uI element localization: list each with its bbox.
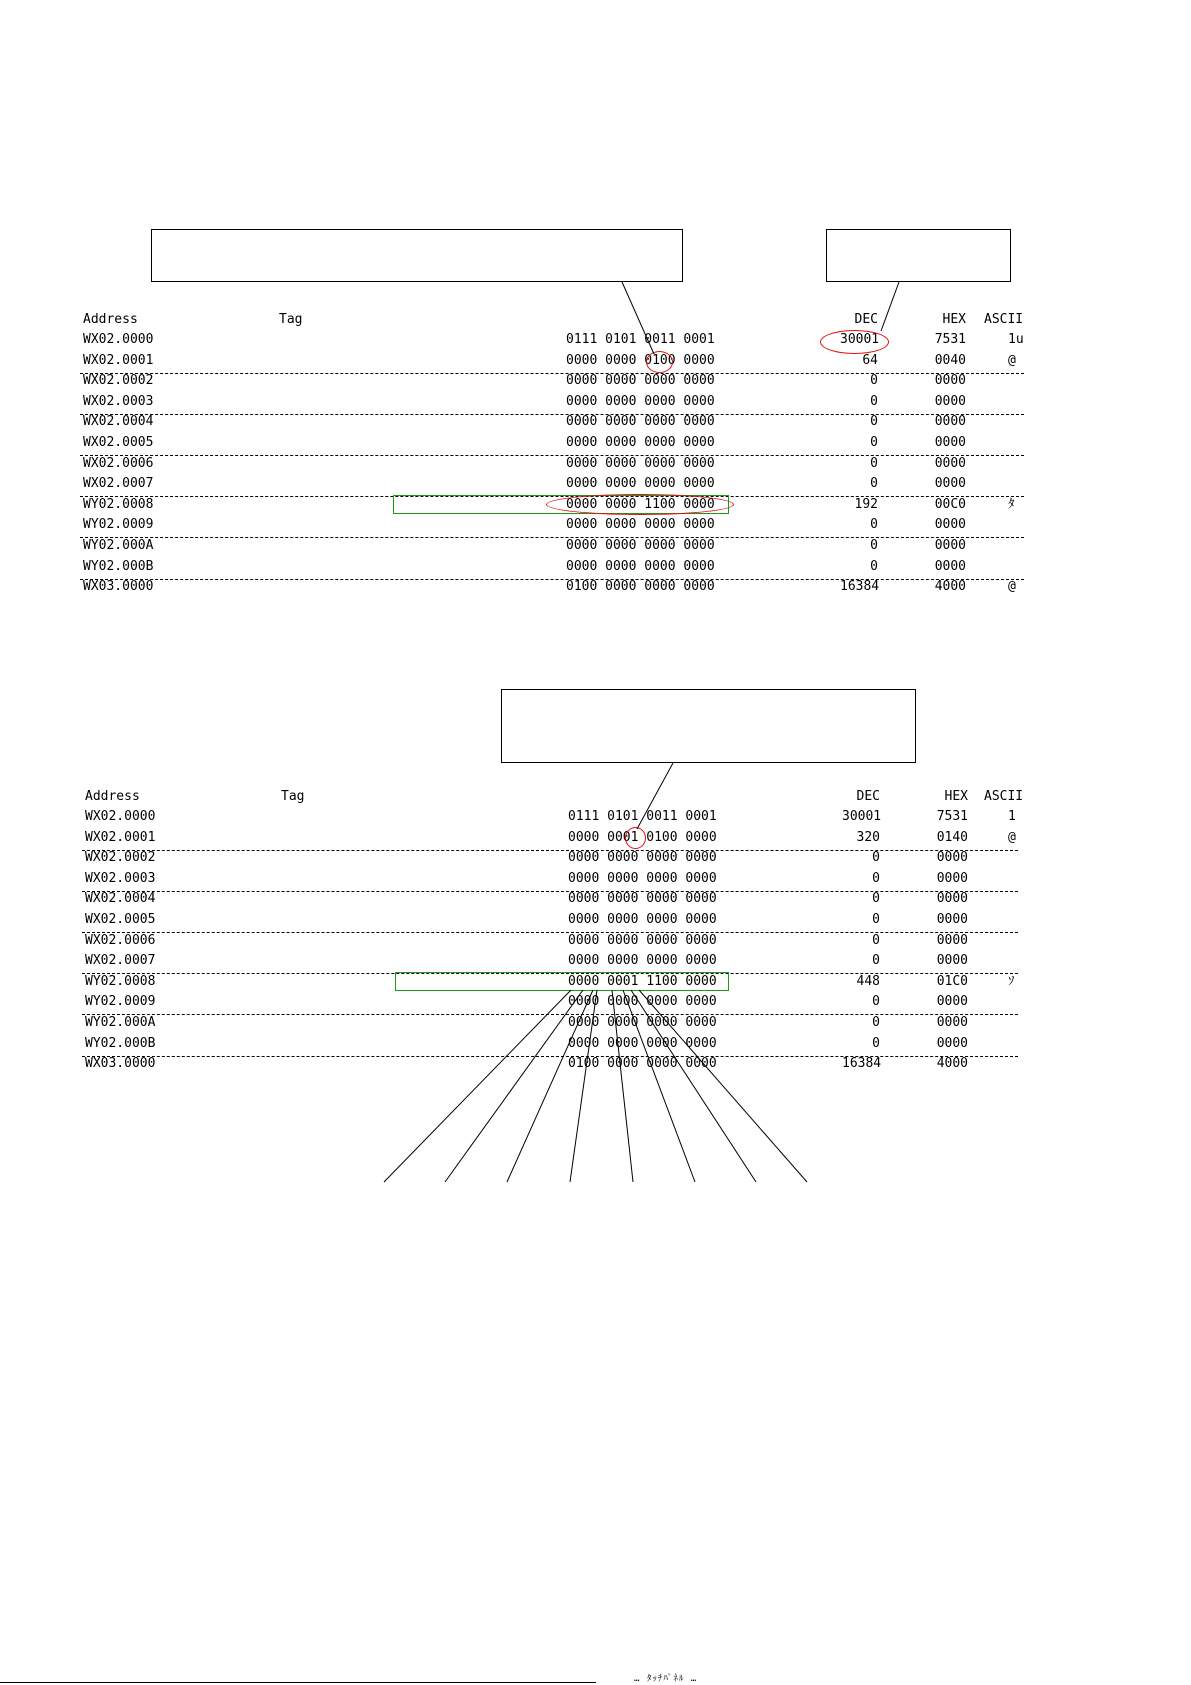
row-dec: 30001 (840, 332, 880, 347)
row-address: WY02.000B (83, 559, 154, 574)
row-dec: 0 (872, 994, 880, 1009)
row-address: WX03.0000 (85, 1056, 156, 1071)
row-address: WY02.000A (85, 1015, 156, 1030)
row-address: WY02.000B (85, 1036, 156, 1051)
header-tag: Tag (281, 789, 305, 804)
row-hex: 0000 (934, 517, 966, 532)
row-address: WX02.0003 (83, 394, 154, 409)
footer-rule (0, 1682, 596, 1683)
row-address: WX02.0001 (85, 830, 156, 845)
header-address: Address (85, 789, 140, 804)
row-dec: 16384 (842, 1056, 882, 1071)
row-dec: 0 (870, 456, 878, 471)
row-hex: 0000 (936, 871, 968, 886)
row-bits: 0111 0101 0011 0001 (566, 332, 715, 347)
row-address: WX02.0005 (85, 912, 156, 927)
row-hex: 0000 (936, 1015, 968, 1030)
row-bits: 0000 0000 0000 0000 (566, 517, 715, 532)
row-hex: 0000 (936, 953, 968, 968)
row-bits: 0000 0000 0000 0000 (568, 1015, 717, 1030)
row-dec: 0 (870, 435, 878, 450)
row-dec: 64 (862, 353, 878, 368)
row-ascii: @ (1008, 579, 1016, 594)
row-address: WY02.0008 (83, 497, 154, 512)
row-dec: 0 (872, 1015, 880, 1030)
footer-snippet: … ﾀｯﾁﾊﾟﾈﾙ … (634, 1674, 698, 1684)
row-dec: 0 (870, 373, 878, 388)
row-dec: 30001 (842, 809, 882, 824)
row-hex: 0000 (934, 373, 966, 388)
row-dec: 0 (870, 517, 878, 532)
row-dec: 448 (856, 974, 880, 989)
row-bits: 0000 0000 0000 0000 (566, 394, 715, 409)
row-address: WX02.0003 (85, 871, 156, 886)
row-bits: 0000 0000 0000 0000 (568, 912, 717, 927)
row-hex: 0000 (936, 933, 968, 948)
row-address: WY02.000A (83, 538, 154, 553)
row-dec: 0 (872, 912, 880, 927)
row-hex: 7531 (934, 332, 966, 347)
row-ascii: 1u (1008, 332, 1024, 347)
row-address: WX02.0002 (85, 850, 156, 865)
row-bits: 0000 0000 0000 0000 (566, 476, 715, 491)
row-address: WX02.0005 (83, 435, 154, 450)
row-bits: 0000 0000 0000 0000 (568, 933, 717, 948)
row-address: WX02.0004 (85, 891, 156, 906)
header-dec: DEC (854, 312, 878, 327)
row-dec: 0 (872, 850, 880, 865)
row-bits: 0000 0000 0000 0000 (566, 559, 715, 574)
row-ascii: @ (1008, 830, 1016, 845)
row-dec: 0 (870, 538, 878, 553)
row-hex: 0000 (934, 456, 966, 471)
row-dec: 0 (870, 414, 878, 429)
row-hex: 0000 (936, 994, 968, 1009)
row-ascii: @ (1008, 353, 1016, 368)
row-hex: 01C0 (936, 974, 968, 989)
row-address: WX02.0006 (83, 456, 154, 471)
row-bits: 0000 0000 0000 0000 (566, 456, 715, 471)
row-hex: 0000 (934, 414, 966, 429)
row-ascii: 1 (1008, 809, 1016, 824)
row-bits: 0000 0000 1100 0000 (566, 497, 715, 512)
row-bits: 0000 0000 0000 0000 (566, 435, 715, 450)
row-hex: 0000 (936, 1036, 968, 1051)
row-bits: 0000 0000 0000 0000 (568, 891, 717, 906)
row-bits: 0000 0000 0000 0000 (566, 373, 715, 388)
row-ascii: ﾀ (1008, 497, 1015, 512)
row-address: WX02.0000 (83, 332, 154, 347)
row-hex: 0000 (934, 394, 966, 409)
row-address: WX02.0001 (83, 353, 154, 368)
row-bits: 0111 0101 0011 0001 (568, 809, 717, 824)
row-address: WX02.0002 (83, 373, 154, 388)
row-dec: 0 (870, 559, 878, 574)
row-address: WX02.0000 (85, 809, 156, 824)
row-hex: 0040 (934, 353, 966, 368)
row-dec: 0 (872, 891, 880, 906)
header-hex: HEX (942, 312, 966, 327)
row-dec: 16384 (840, 579, 880, 594)
row-dec: 0 (872, 871, 880, 886)
row-bits: 0000 0000 0000 0000 (568, 871, 717, 886)
row-hex: 0000 (936, 891, 968, 906)
row-hex: 00C0 (934, 497, 966, 512)
row-bits: 0000 0001 0100 0000 (568, 830, 717, 845)
row-bits: 0000 0000 0100 0000 (566, 353, 715, 368)
row-hex: 0000 (936, 912, 968, 927)
row-bits: 0000 0000 0000 0000 (568, 994, 717, 1009)
row-address: WY02.0009 (83, 517, 154, 532)
row-dec: 0 (872, 933, 880, 948)
row-address: WX03.0000 (83, 579, 154, 594)
row-bits: 0100 0000 0000 0000 (568, 1056, 717, 1071)
header-ascii: ASCII (984, 312, 1024, 327)
row-hex: 0140 (936, 830, 968, 845)
row-bits: 0000 0000 0000 0000 (568, 1036, 717, 1051)
row-dec: 0 (870, 476, 878, 491)
row-dec: 320 (856, 830, 880, 845)
row-address: WX02.0006 (85, 933, 156, 948)
header-tag: Tag (279, 312, 303, 327)
row-bits: 0000 0000 0000 0000 (566, 538, 715, 553)
row-address: WY02.0009 (85, 994, 156, 1009)
row-dec: 192 (854, 497, 878, 512)
row-address: WY02.0008 (85, 974, 156, 989)
row-bits: 0000 0000 0000 0000 (568, 953, 717, 968)
row-hex: 7531 (936, 809, 968, 824)
row-address: WX02.0007 (85, 953, 156, 968)
row-hex: 4000 (934, 579, 966, 594)
header-dec: DEC (856, 789, 880, 804)
header-ascii: ASCII (984, 789, 1024, 804)
row-bits: 0000 0000 0000 0000 (568, 850, 717, 865)
row-hex: 0000 (934, 435, 966, 450)
header-hex: HEX (944, 789, 968, 804)
row-hex: 0000 (934, 476, 966, 491)
row-address: WX02.0007 (83, 476, 154, 491)
row-hex: 4000 (936, 1056, 968, 1071)
row-bits: 0000 0001 1100 0000 (568, 974, 717, 989)
header-address: Address (83, 312, 138, 327)
row-hex: 0000 (936, 850, 968, 865)
row-dec: 0 (872, 953, 880, 968)
row-ascii: ｿ (1008, 974, 1015, 989)
row-dec: 0 (872, 1036, 880, 1051)
row-dec: 0 (870, 394, 878, 409)
row-address: WX02.0004 (83, 414, 154, 429)
row-bits: 0000 0000 0000 0000 (566, 414, 715, 429)
row-hex: 0000 (934, 559, 966, 574)
row-bits: 0100 0000 0000 0000 (566, 579, 715, 594)
row-hex: 0000 (934, 538, 966, 553)
